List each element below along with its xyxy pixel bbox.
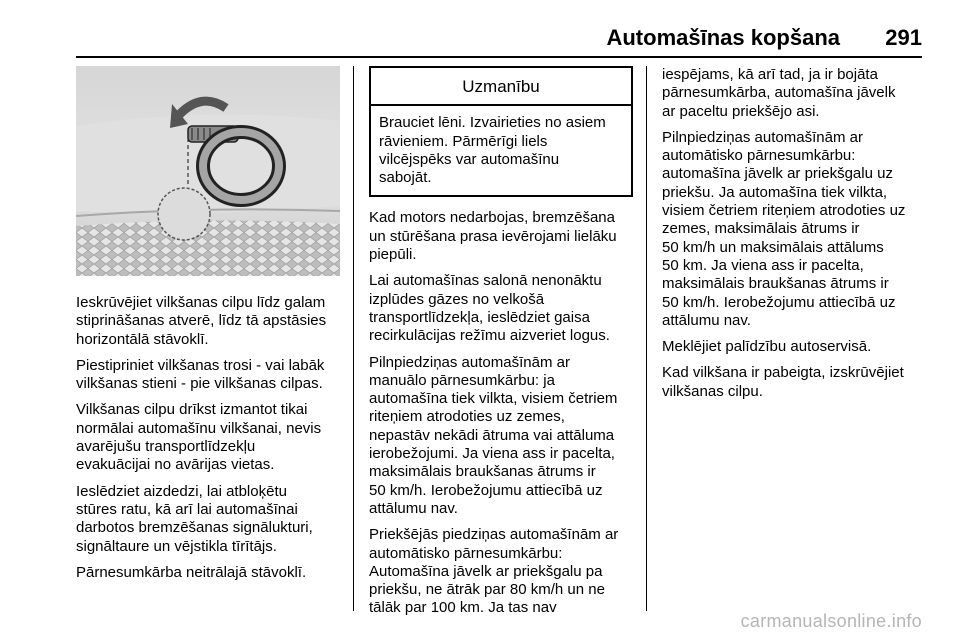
paragraph: Kad motors nedarbojas, bremzēšana un stūrēšana prasa ievērojami lielāku piepūli.	[369, 209, 617, 264]
paragraph: Vilkšanas cilpu drīkst izmantot tikai normālai automašīnu vilkšanai, nevis avarējušu transportlīdzekļu evakuācijai no avārijas vietas.	[76, 401, 322, 474]
caution-box	[369, 66, 633, 197]
paragraph: iespējams, kā arī tad, ja ir bojāta pārnesumkārba, automašīna jāvelk ar paceltu priekšējo asi.	[662, 66, 896, 120]
paragraph: Kad vilkšana ir pabeigta, izskrūvējiet vilkšanas cilpu.	[662, 364, 904, 400]
paragraph: Ieskrūvējiet vilkšanas cilpu līdz galam stiprināšanas atverē, līdz tā apstāsies horizontālā stāvoklī.	[76, 294, 327, 348]
column-1	[76, 66, 342, 590]
paragraph: Pilnpiedziņas automašīnām ar automātisko pārnesumkārbu: automašīna jāvelk ar priekšgalu uz priekšu. Ja automašīna tiek vilkta, visiem četriem riteņiem atrodoties uz zemes, maksimālais ātrums ir 50 km/h un maksimālais attālums 50 km. Ja viena ass ir pacelta, maksimālais braukšanas ātrums ir 50 km/h. Ierobežojumu attiecībā uz attālumu nav.	[662, 128, 906, 329]
paragraph: Pārnesumkārba neitrālajā stāvoklī.	[76, 563, 307, 581]
paragraph: Piestipriniet vilkšanas trosi - vai labāk vilkšanas stieni - pie vilkšanas cilpas.	[76, 356, 325, 393]
paragraph: Lai automašīnas salonā nenonāktu izplūdes gāzes no velkošā transportlīdzekļa, ieslēdziet gaisa recirkulācijas režīmu aizveriet logus.	[369, 272, 610, 345]
page-title: Automašīnas kopšana	[606, 25, 840, 50]
paragraph: Priekšējās piedziņas automašīnām ar automātisko pārnesumkārbu: Automašīna jāvelk ar priekšgalu pa priekšu, ne ātrāk par 80 km/h un ne tālāk par 100 km. Ja tas nav	[369, 526, 619, 617]
column-2	[369, 66, 633, 626]
caution-body: Brauciet lēni. Izvairieties no asiem rāvieniem. Pārmērīgi liels vilcējspēks var automašīnu sabojāt.	[379, 114, 606, 187]
paragraph: Meklējiet palīdzību autoservisā.	[662, 338, 872, 356]
watermark: carmanualsonline.info	[740, 611, 922, 631]
page-number: 291	[885, 25, 922, 50]
column-divider-left	[353, 66, 354, 611]
page-header	[76, 24, 922, 58]
column-divider-right	[646, 66, 647, 611]
column-3	[662, 66, 926, 409]
paragraph: Ieslēdziet aizdedzi, lai atbloķētu stūres ratu, kā arī lai automašīnai darbotos bremzēšanas signālukturi, signāltaure un vējstikla tīrītājs.	[76, 482, 313, 555]
paragraph: Pilnpiedziņas automašīnām ar manuālo pārnesumkārbu: ja automašīna tiek vilkta, visiem četriem riteņiem atrodoties uz zemes, nepastāv nekādi ātruma vai attāluma ierobežojumi. Ja viena ass ir pacelta, maksimālais braukšanas ātrums ir 50 km/h. Ierobežojumu attiecībā uz attālumu nav.	[369, 353, 618, 517]
caution-title: Uzmanību	[371, 68, 631, 106]
tow-eye-illustration	[76, 66, 340, 276]
